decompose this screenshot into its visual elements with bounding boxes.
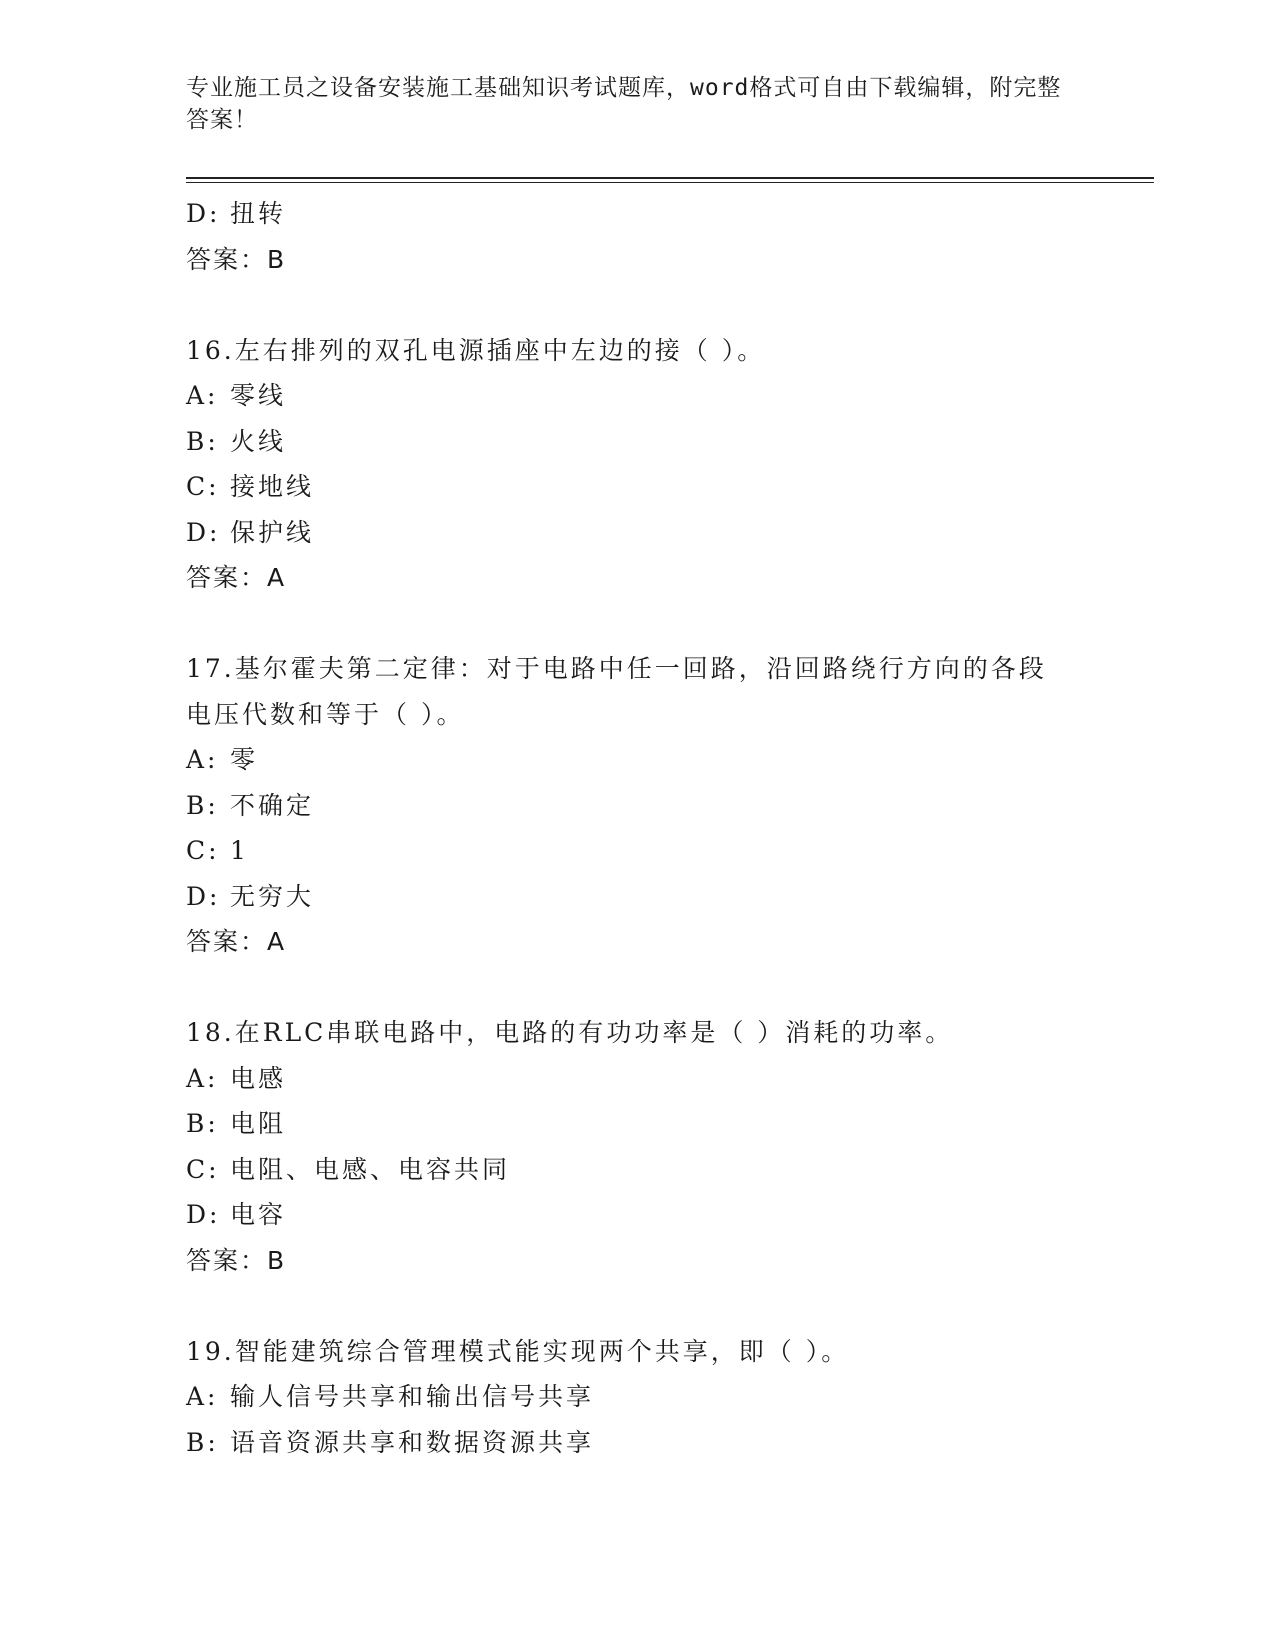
option-label: B:: [186, 426, 219, 456]
option-label: D:: [186, 517, 221, 547]
option-text: 零线: [230, 381, 287, 410]
option-b: [186, 1101, 1086, 1147]
option-label: A:: [186, 1063, 219, 1093]
option-text: 电容: [230, 1200, 287, 1229]
option-a: [186, 1056, 1086, 1102]
option-label: D:: [186, 881, 221, 911]
document-header: [186, 72, 1066, 136]
option-text: 接地线: [230, 472, 315, 501]
option-label: B:: [186, 790, 219, 820]
option-label: C:: [186, 1154, 220, 1184]
option-text: 电阻: [230, 1109, 287, 1138]
header-title: 专业施工员之设备安装施工基础知识考试题库，word格式可自由下载编辑，附完整答案！: [186, 75, 1062, 133]
option-a: [186, 1374, 1086, 1420]
question-text: 16.左右排列的双孔电源插座中左边的接（ ）。: [186, 335, 766, 365]
answer: 答案：A: [186, 563, 287, 592]
answer: 答案：B: [186, 244, 287, 274]
option-a: [186, 737, 1086, 783]
option-label: B:: [186, 1427, 219, 1457]
option-c: [186, 1147, 1086, 1193]
question-text: 19.智能建筑综合管理模式能实现两个共享，即（ ）。: [186, 1336, 850, 1366]
option-text: 保护线: [230, 517, 315, 547]
question-text-line2: 电压代数和等于（ ）。: [186, 699, 465, 729]
option-label: D:: [186, 199, 221, 228]
answer: 答案：B: [186, 1245, 287, 1275]
answer: 答案：A: [186, 927, 287, 956]
option-text: 1: [230, 836, 249, 865]
option-label: A:: [186, 381, 219, 410]
option-d: [186, 191, 1086, 237]
header-divider-thin: [186, 182, 1154, 183]
option-c: [186, 828, 1086, 874]
option-text: 不确定: [230, 790, 315, 820]
question-list: [186, 191, 1086, 1465]
option-text: 扭转: [230, 199, 287, 228]
option-d: [186, 510, 1086, 556]
option-text: 火线: [230, 426, 287, 456]
question-text: 18.在RLC串联电路中，电路的有功功率是（ ）消耗的功率。: [186, 1018, 954, 1047]
option-text: 语音资源共享和数据资源共享: [230, 1427, 595, 1457]
spacer: [186, 282, 1086, 328]
option-label: A:: [186, 1382, 219, 1411]
option-b: [186, 783, 1086, 829]
option-text: 输人信号共享和输出信号共享: [230, 1382, 595, 1411]
option-b: [186, 1420, 1086, 1466]
spacer: [186, 1283, 1086, 1329]
option-label: D:: [186, 1200, 221, 1229]
option-a: [186, 373, 1086, 419]
option-text: 电阻、电感、电容共同: [230, 1154, 511, 1184]
option-label: C:: [186, 836, 220, 865]
header-divider-thick: [186, 177, 1154, 179]
option-d: [186, 1192, 1086, 1238]
option-label: C:: [186, 472, 220, 501]
question-text-line1: 17.基尔霍夫第二定律：对于电路中任一回路，沿回路绕行方向的各段: [186, 654, 1047, 683]
option-text: 零: [230, 745, 259, 774]
spacer: [186, 601, 1086, 647]
option-d: [186, 874, 1086, 920]
option-text: 无穷大: [230, 881, 315, 911]
option-label: A:: [186, 745, 219, 774]
spacer: [186, 965, 1086, 1011]
option-c: [186, 464, 1086, 510]
option-text: 电感: [230, 1063, 287, 1093]
option-label: B:: [186, 1109, 219, 1138]
option-b: [186, 419, 1086, 465]
